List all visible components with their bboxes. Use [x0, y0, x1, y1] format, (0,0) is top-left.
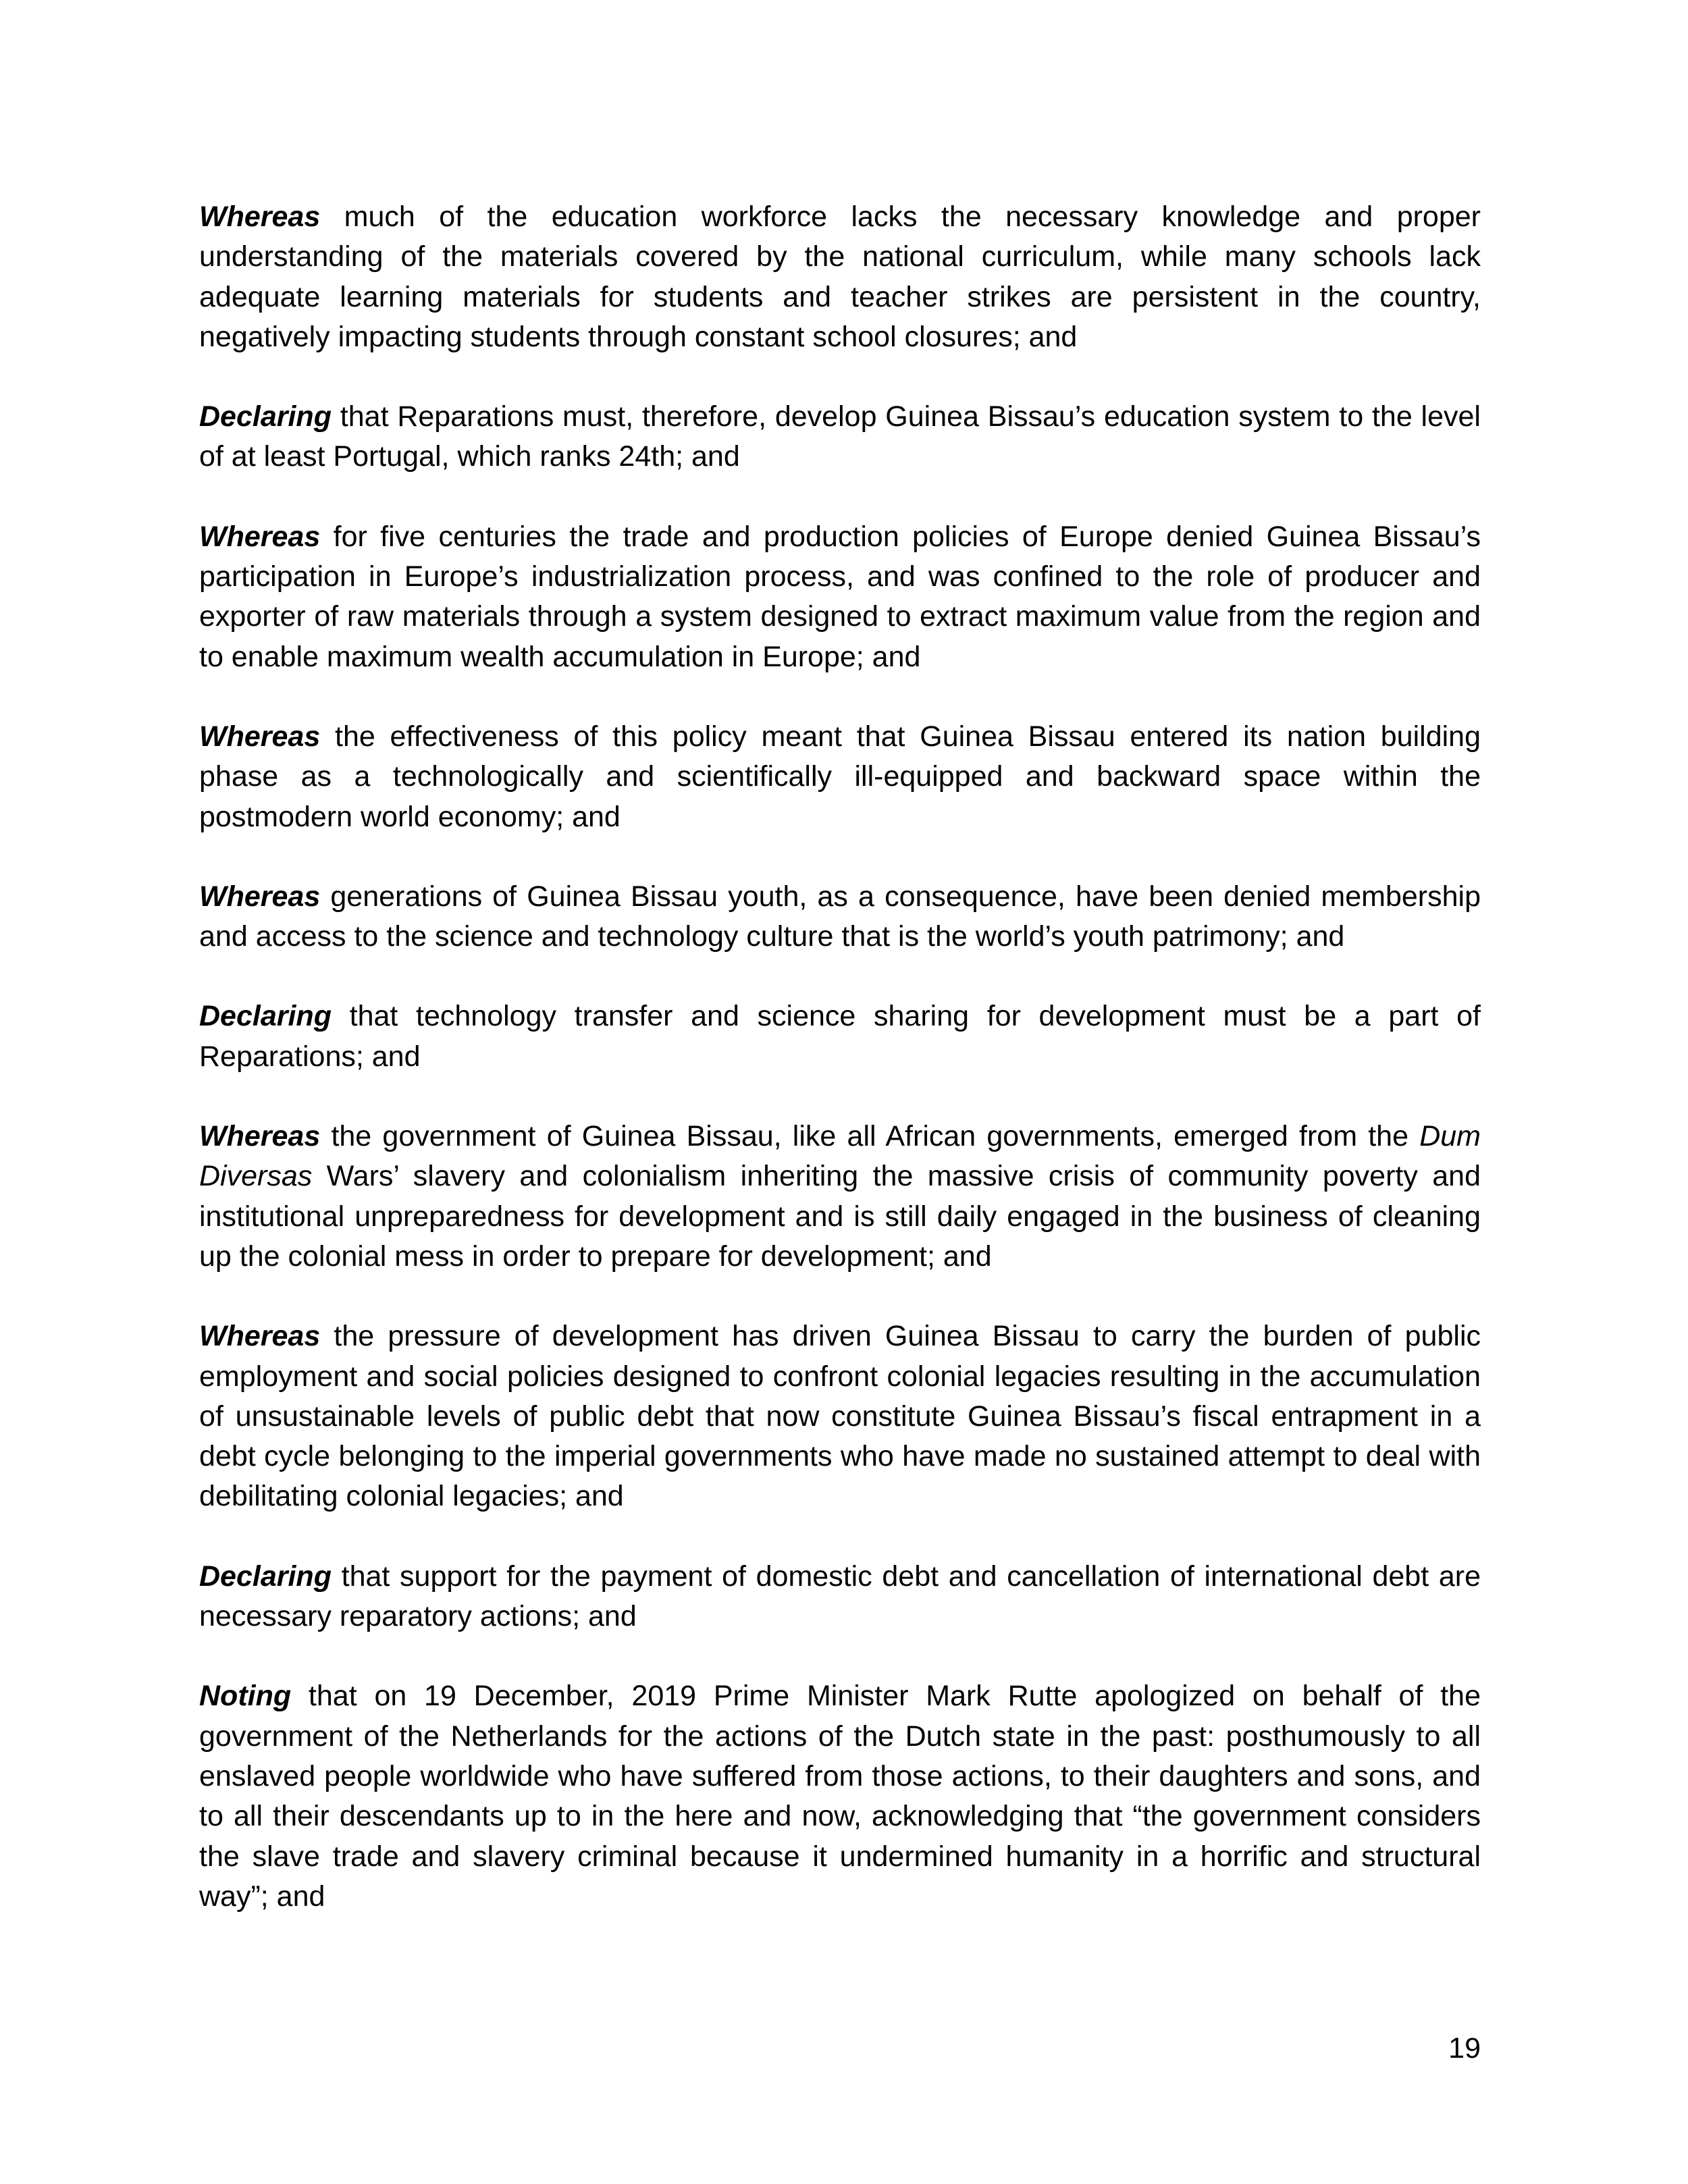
paragraph-text: much of the education workforce lacks the necessary knowledge and proper understanding of the materials covered by the national curriculum, while many schools lack adequate learning materials for students and teacher strikes are persistent in the country, negatively impacting students through constant school closures; and [199, 201, 1481, 353]
paragraph-lead: Whereas [199, 880, 321, 913]
paragraph-text: that technology transfer and science sharing for development must be a part of Reparations; and [199, 1000, 1481, 1073]
paragraph-whereas-policy-effectiveness [199, 717, 1481, 837]
paragraph-declaring-technology-transfer [199, 996, 1481, 1077]
page-number: 19 [1448, 2032, 1481, 2065]
paragraph-whereas-youth-generations [199, 877, 1481, 957]
paragraph-lead: Whereas [199, 720, 321, 753]
paragraph-noting-rutte-apology [199, 1676, 1481, 1917]
paragraph-italic-term: Dum Diversas [199, 1120, 1481, 1193]
paragraph-text: for five centuries the trade and production policies of Europe denied Guinea Bissau’s participation in Europe’s industrialization process, and was confined to the role of producer and exporter of raw materials through a system designed to extract maximum value from the region and to enable maximum wealth accumulation in Europe; and [199, 520, 1481, 673]
paragraph-text: generations of Guinea Bissau youth, as a consequence, have been denied membership and access to the science and technology culture that is the world’s youth patrimony; and [199, 880, 1481, 953]
paragraph-whereas-trade-policies [199, 517, 1481, 677]
paragraph-text: that support for the payment of domestic debt and cancellation of international debt are necessary reparatory actions; and [199, 1560, 1481, 1633]
paragraph-text: the effectiveness of this policy meant that Guinea Bissau entered its nation building phase as a technologically and scientifically ill-equipped and backward space within the postmodern world economy; and [199, 720, 1481, 833]
paragraph-lead: Whereas [199, 1120, 321, 1153]
paragraph-text: that Reparations must, therefore, develop Guinea Bissau’s education system to the level of at least Portugal, which ranks 24th; and [199, 400, 1481, 473]
paragraph-text: the government of Guinea Bissau, like all African governments, emerged from the [320, 1120, 1420, 1153]
paragraph-whereas-development-pressure [199, 1316, 1481, 1516]
paragraph-text: that on 19 December, 2019 Prime Minister Mark Rutte apologized on behalf of the government of the Netherlands for the actions of the Dutch state in the past: posthumously to all enslaved people worldwide who have suffered from those actions, to their daughters and sons, and to all their descendants up to in the here and now, acknowledging that “the government considers the slave trade and slavery criminal because it undermined humanity in a horrific and structural way”; and [199, 1680, 1481, 1913]
paragraph-lead: Whereas [199, 1320, 321, 1353]
paragraph-lead: Declaring [199, 400, 332, 433]
paragraph-whereas-government-emerged [199, 1117, 1481, 1277]
paragraph-lead: Noting [199, 1680, 292, 1713]
paragraph-lead: Declaring [199, 1000, 332, 1033]
paragraph-lead: Whereas [199, 201, 321, 233]
paragraph-lead: Declaring [199, 1560, 332, 1593]
document-page [199, 197, 1481, 1956]
paragraph-declaring-education-system [199, 397, 1481, 477]
paragraph-text-continued: Wars’ slavery and colonialism inheriting the massive crisis of community poverty and institutional unpreparedness for development and is still daily engaged in the business of cleaning up the colonial mess in order to prepare for development; and [199, 1160, 1481, 1273]
paragraph-lead: Whereas [199, 520, 321, 553]
paragraph-whereas-education-workforce [199, 197, 1481, 357]
paragraph-declaring-debt-support [199, 1557, 1481, 1637]
paragraph-text: the pressure of development has driven Guinea Bissau to carry the burden of public employment and social policies designed to confront colonial legacies resulting in the accumulation of unsustainable levels of public debt that now constitute Guinea Bissau’s fiscal entrapment in a debt cycle belonging to the imperial governments who have made no sustained attempt to deal with debilitating colonial legacies; and [199, 1320, 1481, 1513]
